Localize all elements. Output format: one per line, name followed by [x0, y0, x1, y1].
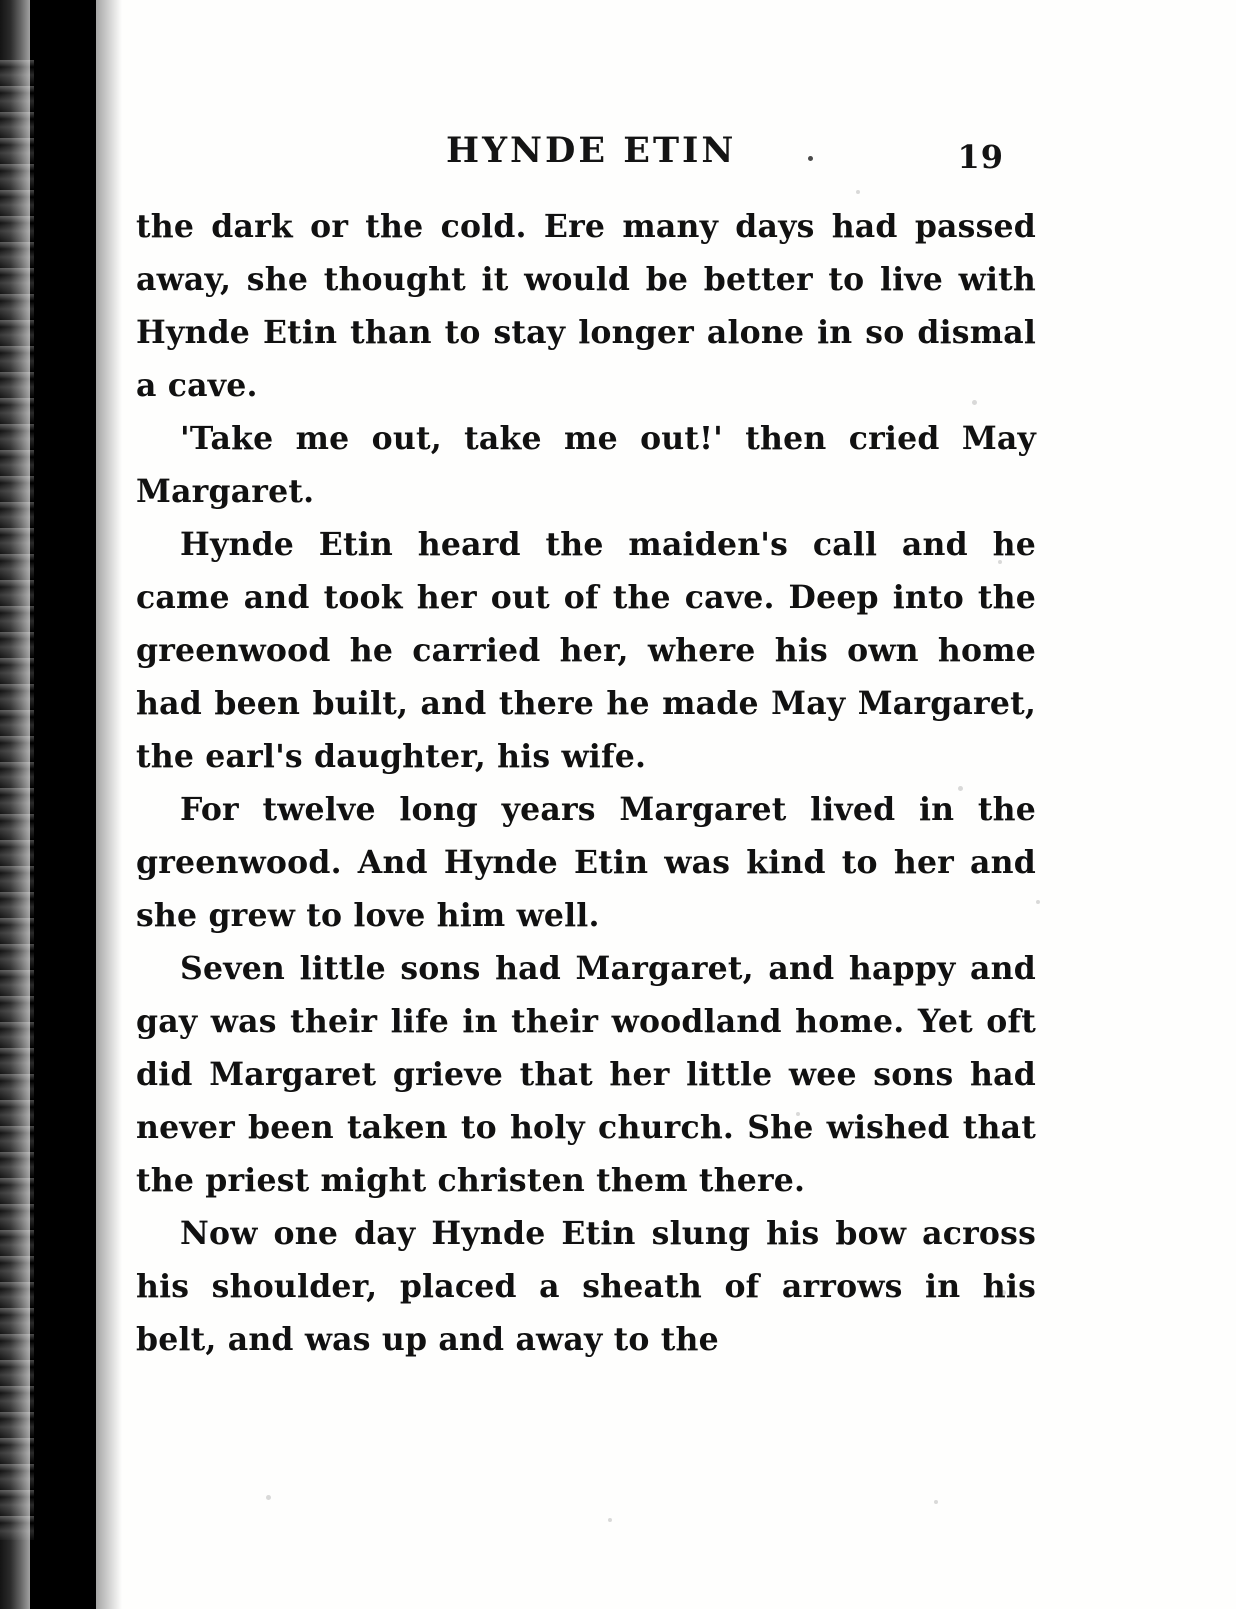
paper-speck — [266, 1495, 271, 1500]
paper-speck — [934, 1500, 938, 1504]
paragraph: For twelve long years Margaret lived in the greenwood. And Hynde Etin was kind to her and she grew to love him well. — [136, 791, 1036, 934]
page-number: 19 — [957, 138, 1004, 176]
running-head-dot — [808, 156, 813, 161]
running-head-title: HYNDE ETIN — [446, 130, 737, 171]
paragraph: Now one day Hynde Etin slung his bow across his shoulder, placed a sheath of arrows in his belt, and was up and away to the — [136, 1215, 1036, 1358]
running-head — [136, 130, 1036, 186]
page-edge-shadow — [96, 0, 122, 1609]
paragraph: Hynde Etin heard the maiden's call and he came and took her out of the cave. Deep into the greenwood he carried her, where his own home had been built, and there he made May Margaret, the earl's daughter, his wife. — [136, 526, 1036, 775]
paragraph: the dark or the cold. Ere many days had passed away, she thought it would be better to live with Hynde Etin than to stay longer alone in so dismal a cave. — [136, 208, 1036, 404]
paragraph: Seven little sons had Margaret, and happy and gay was their life in their woodland home. Yet oft did Margaret grieve that her little wee sons had never been taken to holy church. She wished that the priest might christen them there. — [136, 950, 1036, 1199]
page-surface — [96, 0, 1236, 1609]
page-content — [136, 130, 1036, 1366]
paper-speck — [1036, 900, 1040, 904]
body-text — [136, 200, 1036, 1366]
paragraph: 'Take me out, take me out!' then cried May Margaret. — [136, 420, 1036, 510]
paper-speck — [608, 1518, 612, 1522]
binding-noise — [0, 60, 34, 1540]
